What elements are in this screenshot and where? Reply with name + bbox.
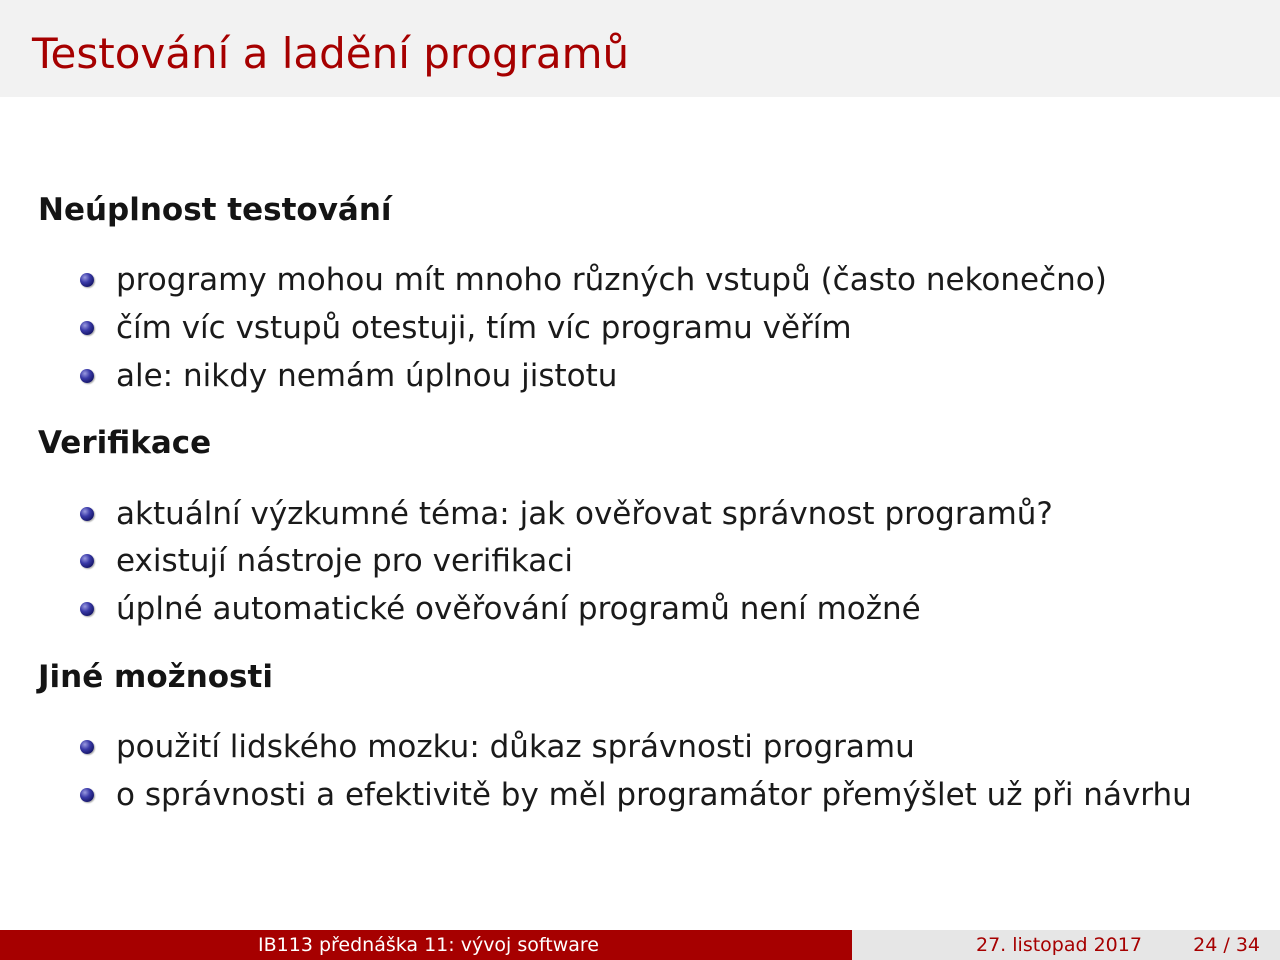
- slide-title: Testování a ladění programů: [32, 29, 630, 78]
- ball-bullet-icon: [80, 740, 94, 754]
- ball-bullet-icon: [80, 507, 94, 521]
- footer-course-title: IB113 přednáška 11: vývoj software: [258, 934, 599, 956]
- list-item-text: použití lidského mozku: důkaz správnosti programu: [116, 729, 915, 765]
- ball-bullet-icon: [80, 554, 94, 568]
- list-item-text: programy mohou mít mnoho různých vstupů (často nekonečno): [116, 262, 1107, 298]
- list-item-text: ale: nikdy nemám úplnou jistotu: [116, 358, 618, 394]
- slide-footer: [0, 930, 1280, 960]
- section-heading-other-options: Jiné možnosti: [38, 659, 273, 695]
- list-item-text: čím víc vstupů otestuji, tím víc programu věřím: [116, 310, 852, 346]
- section-heading-verification: Verifikace: [38, 425, 212, 461]
- footer-page-number: 24 / 34: [1193, 934, 1260, 956]
- list-item-text: existují nástroje pro verifikaci: [116, 543, 573, 579]
- ball-bullet-icon: [80, 602, 94, 616]
- footer-course-panel: [0, 930, 852, 960]
- list-item-text: úplné automatické ověřování programů není možné: [116, 591, 921, 627]
- ball-bullet-icon: [80, 788, 94, 802]
- list-item-text: o správnosti a efektivitě by měl programátor přemýšlet už při návrhu: [116, 777, 1192, 813]
- ball-bullet-icon: [80, 369, 94, 383]
- ball-bullet-icon: [80, 273, 94, 287]
- list-item-text: aktuální výzkumné téma: jak ověřovat správnost programů?: [116, 496, 1053, 532]
- footer-date: 27. listopad 2017: [976, 934, 1142, 956]
- ball-bullet-icon: [80, 321, 94, 335]
- section-heading-incompleteness: Neúplnost testování: [38, 192, 392, 228]
- footer-info-panel: [852, 930, 1280, 960]
